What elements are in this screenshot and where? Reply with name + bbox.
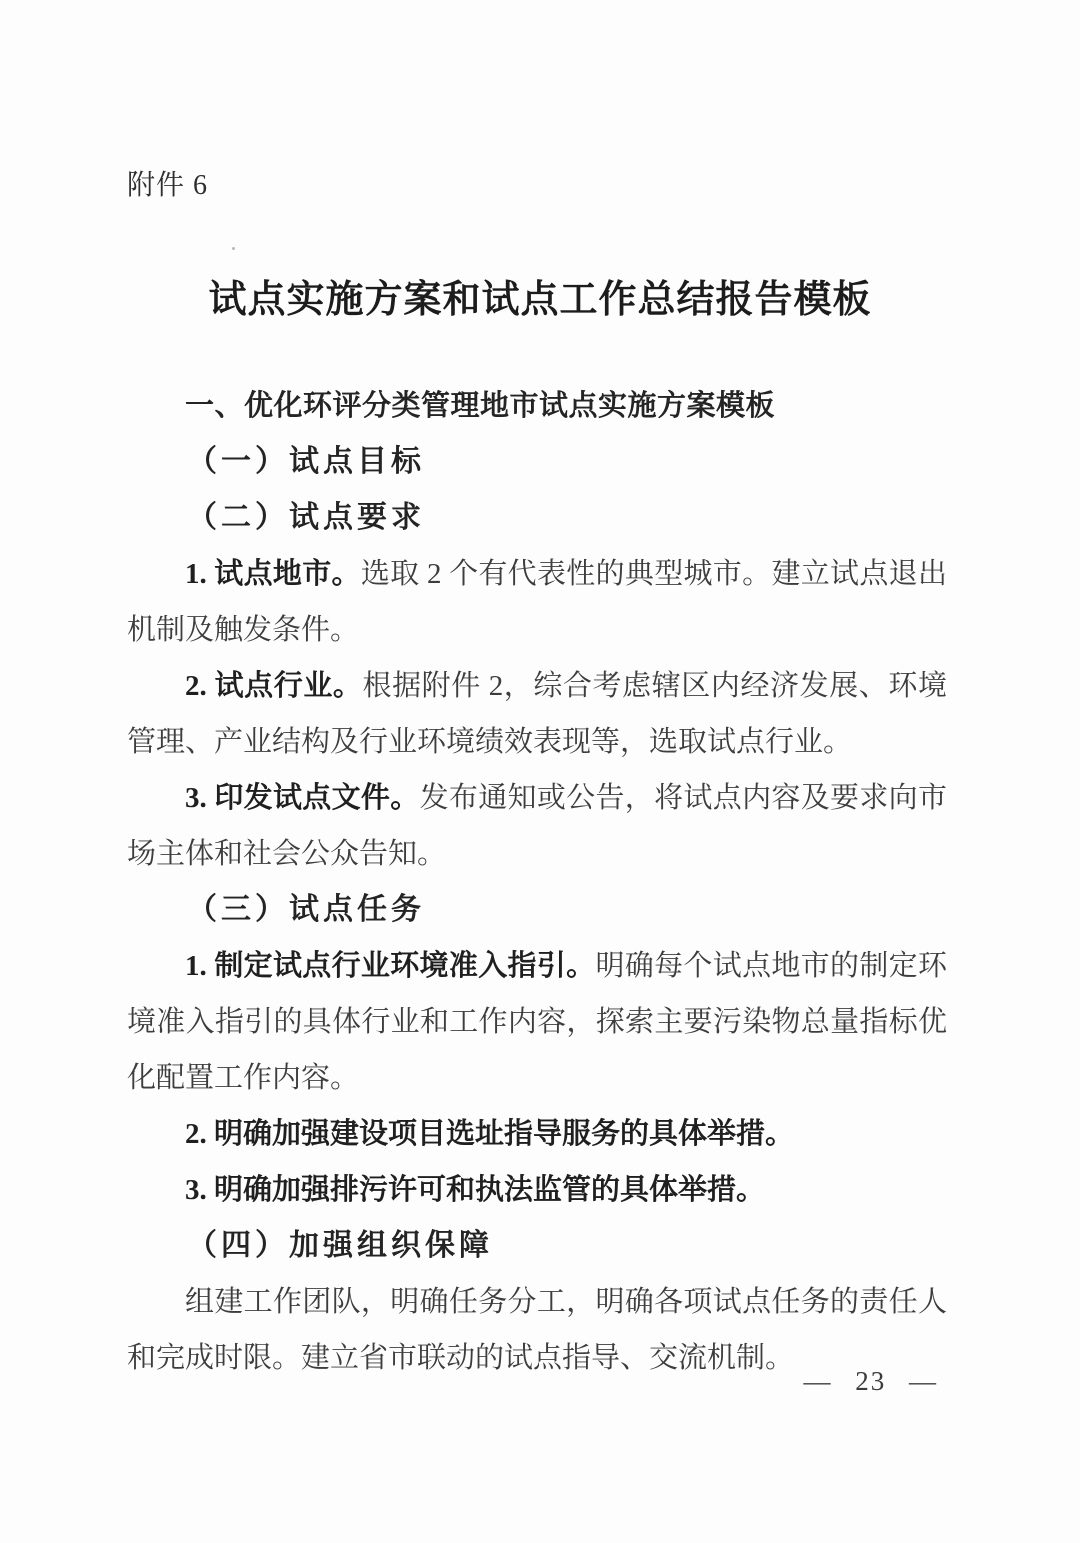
document-title: 试点实施方案和试点工作总结报告模板 (208, 279, 872, 321)
attachment-label: 附件 6 (127, 170, 209, 201)
subsection-heading-organization: （四）加强组织保障 (187, 1229, 493, 1262)
paragraph-pilot-industries (127, 658, 947, 770)
document-body (127, 378, 947, 1386)
paragraph-issue-documents (127, 770, 947, 882)
paragraph-access-guidelines-lead: 1. 制定试点行业环境准入指引。 (185, 950, 596, 982)
paragraph-permit-supervision: 3. 明确加强排污许可和执法监管的具体举措。 (185, 1174, 766, 1206)
paragraph-pilot-industries-lead: 2. 试点行业。 (185, 670, 363, 702)
scan-artifact-dot (232, 247, 235, 250)
subsection-heading-requirements: （二）试点要求 (187, 501, 425, 534)
paragraph-issue-documents-lead: 3. 印发试点文件。 (185, 782, 420, 814)
paragraph-issue-documents-text: 发布通知或公告，将试点内容及要求向市场主体和社会公众告知。 (127, 782, 947, 870)
page-number: — 23 — (803, 1366, 938, 1396)
paragraph-pilot-cities-text: 选取 2 个有代表性的典型城市。建立试点退出机制及触发条件。 (127, 558, 947, 646)
paragraph-access-guidelines-text: 明确每个试点地市的制定环境准入指引的具体行业和工作内容，探索主要污染物总量指标优化配置工作内容。 (127, 950, 947, 1094)
paragraph-team-building: 组建工作团队，明确任务分工，明确各项试点任务的责任人和完成时限。建立省市联动的试点指导、交流机制。 (127, 1286, 947, 1374)
paragraph-site-selection: 2. 明确加强建设项目选址指导服务的具体举措。 (185, 1118, 795, 1150)
paragraph-access-guidelines (127, 938, 947, 1106)
paragraph-pilot-cities-lead: 1. 试点地市。 (185, 558, 361, 590)
subsection-heading-tasks: （三）试点任务 (187, 893, 425, 926)
paragraph-pilot-cities (127, 546, 947, 658)
section-heading-1: 一、优化环评分类管理地市试点实施方案模板 (185, 390, 776, 422)
subsection-heading-goal: （一）试点目标 (187, 445, 425, 478)
paragraph-pilot-industries-text: 根据附件 2，综合考虑辖区内经济发展、环境管理、产业结构及行业环境绩效表现等，选取试点行业。 (127, 670, 947, 758)
